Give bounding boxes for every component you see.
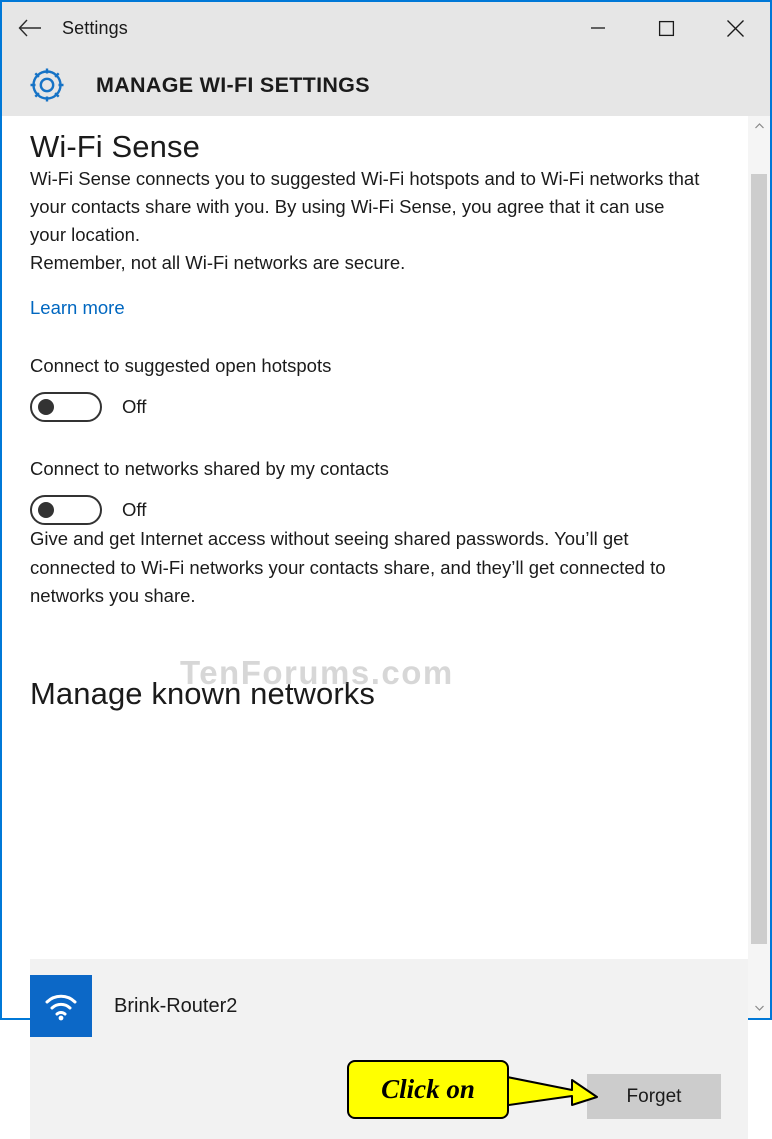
scroll-up-button[interactable]	[748, 116, 770, 136]
title-bar	[2, 2, 770, 54]
scroll-down-button[interactable]	[748, 998, 770, 1018]
toggle-knob	[38, 399, 54, 415]
maximize-button[interactable]	[632, 2, 701, 54]
sharing-description: Give and get Internet access without seeing shared passwords. You’ll get connected to Wi-Fi networks your contacts share, and they’ll get connected to networks you share.	[30, 528, 666, 606]
toggle-contacts-networks[interactable]	[30, 495, 102, 525]
network-name: Brink-Router2	[114, 994, 238, 1017]
callout-text: Click on	[381, 1074, 475, 1104]
window-title: Settings	[62, 17, 128, 38]
wifi-sense-description: Wi-Fi Sense connects you to suggested Wi-Fi hotspots and to Wi-Fi networks that your contacts share with you. By using Wi-Fi Sense, you agree that it can use your location.	[30, 168, 700, 246]
vertical-scrollbar[interactable]	[748, 116, 770, 1018]
setting-label-contacts-networks: Connect to networks shared by my contacts	[30, 458, 389, 480]
toggle-state-contacts-networks: Off	[122, 499, 147, 521]
toggle-open-hotspots[interactable]	[30, 392, 102, 422]
close-button[interactable]	[701, 2, 770, 54]
chevron-up-icon	[755, 123, 764, 129]
caption-buttons	[563, 2, 770, 54]
close-icon	[727, 20, 744, 37]
minimize-button[interactable]	[563, 2, 632, 54]
network-row	[30, 959, 748, 1037]
toggle-state-open-hotspots: Off	[122, 396, 147, 418]
callout-arrow-icon	[500, 1072, 600, 1112]
wifi-sense-security-note: Remember, not all Wi-Fi networks are secure.	[30, 252, 406, 274]
chevron-down-icon	[755, 1005, 764, 1011]
toggle-row-open-hotspots	[30, 392, 720, 422]
back-button[interactable]	[2, 4, 58, 52]
wifi-icon	[30, 975, 92, 1037]
page-title: MANAGE WI-FI SETTINGS	[96, 72, 370, 97]
settings-content	[2, 116, 748, 1018]
manage-known-networks-heading: Manage known networks	[30, 675, 376, 711]
back-arrow-icon	[18, 19, 42, 37]
scrollbar-thumb[interactable]	[751, 174, 767, 944]
gear-icon	[26, 64, 68, 106]
content-area	[2, 116, 770, 1107]
minimize-icon	[591, 27, 605, 29]
setting-label-open-hotspots: Connect to suggested open hotspots	[30, 355, 332, 377]
toggle-knob	[38, 502, 54, 518]
page-header	[2, 54, 770, 116]
watermark: TenForums.com	[180, 654, 454, 691]
maximize-icon	[659, 21, 674, 36]
callout-click-on	[347, 1060, 509, 1119]
toggle-row-contacts-networks	[30, 495, 720, 525]
wifi-sense-heading: Wi-Fi Sense	[30, 129, 200, 164]
forget-button[interactable]: Forget	[587, 1074, 721, 1119]
learn-more-link[interactable]: Learn more	[30, 297, 125, 319]
